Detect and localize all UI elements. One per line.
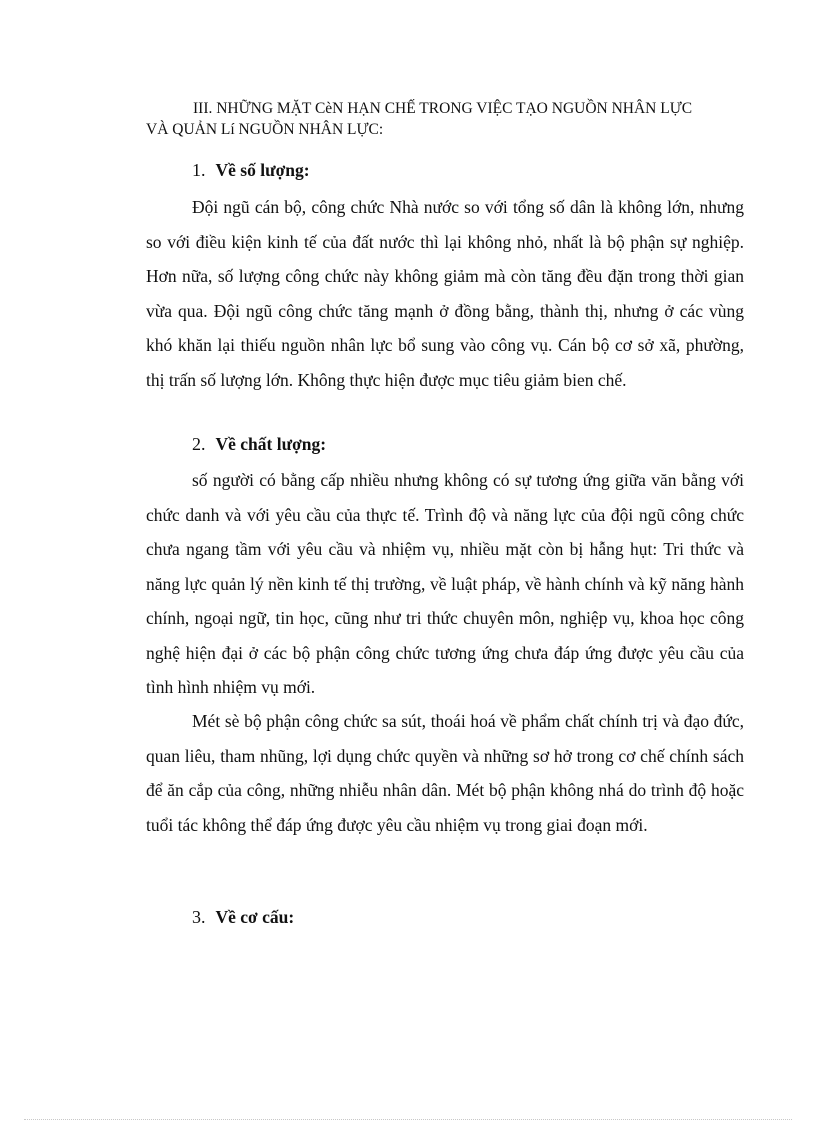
section-number: 2. xyxy=(192,434,206,454)
section-number: 1. xyxy=(192,160,206,180)
page-bottom-divider xyxy=(24,1119,792,1120)
section-title: Về cơ cấu: xyxy=(215,907,295,927)
section-title: Về số lượng: xyxy=(215,160,310,180)
section-number: 3. xyxy=(192,907,206,927)
paragraph-quality-2: Mét sè bộ phận công chức sa sút, thoái hoá về phẩm chất chính trị và đạo đức, quan liêu, tham nhũng, lợi dụng chức quyền và những sơ hở trong cơ chế chính sách để ăn cắp của công, những nhiễu nhân dân. Mét bộ phận không nhá do trình độ hoặc tuổi tác không thể đáp ứng được yêu cầu nhiệm vụ trong giai đoạn mới. xyxy=(146,711,744,835)
paragraph-quality: số người có bằng cấp nhiều nhưng không có sự tương ứng giữa văn bằng với chức danh và với yêu cầu của thực tế. Trình độ và năng lực của đội ngũ công chức chưa ngang tầm với yêu cầu và nhiệm vụ, nhiều mặt còn bị hẫng hụt: Tri thức và năng lực quản lý nền kinh tế thị trường, về luật pháp, về hành chính và kỹ năng hành chính, ngoại ngữ, tin học, cũng như tri thức chuyên môn, nghiệp vụ, khoa học công nghệ hiện đại ở các bộ phận công chức tương ứng chưa đáp ứng được yêu cầu của tình hình nhiệm vụ mới. xyxy=(146,470,744,697)
heading-line-1: III. NHỮNG MẶT CèN HẠN CHẾ TRONG VIỆC TẠO NGUỒN NHÂN LỰC xyxy=(193,100,693,117)
heading-line-2: VÀ QUẢN Lí NGUỒN NHÂN LỰC: xyxy=(146,121,384,138)
paragraph-quantity: Đội ngũ cán bộ, công chức Nhà nước so với tổng số dân là không lớn, nhưng so với điều kiện kinh tế của đất nước thì lại không nhỏ, nhất là bộ phận sự nghiệp. Hơn nữa, số lượng công chức này không giảm mà còn tăng đều đặn trong thời gian vừa qua. Đội ngũ công chức tăng mạnh ở đồng bằng, thành thị, nhưng ở các vùng khó khăn lại thiếu nguồn nhân lực bổ sung vào công vụ. Cán bộ cơ sở xã, phường, thị trấn số lượng lớn. Không thực hiện được mục tiêu giảm bien chế. xyxy=(146,197,744,390)
chapter-heading xyxy=(146,98,744,140)
section-heading-2 xyxy=(192,434,326,455)
section-heading-3 xyxy=(192,907,294,928)
section-heading-1 xyxy=(192,160,310,181)
section-title: Về chất lượng: xyxy=(215,434,327,454)
